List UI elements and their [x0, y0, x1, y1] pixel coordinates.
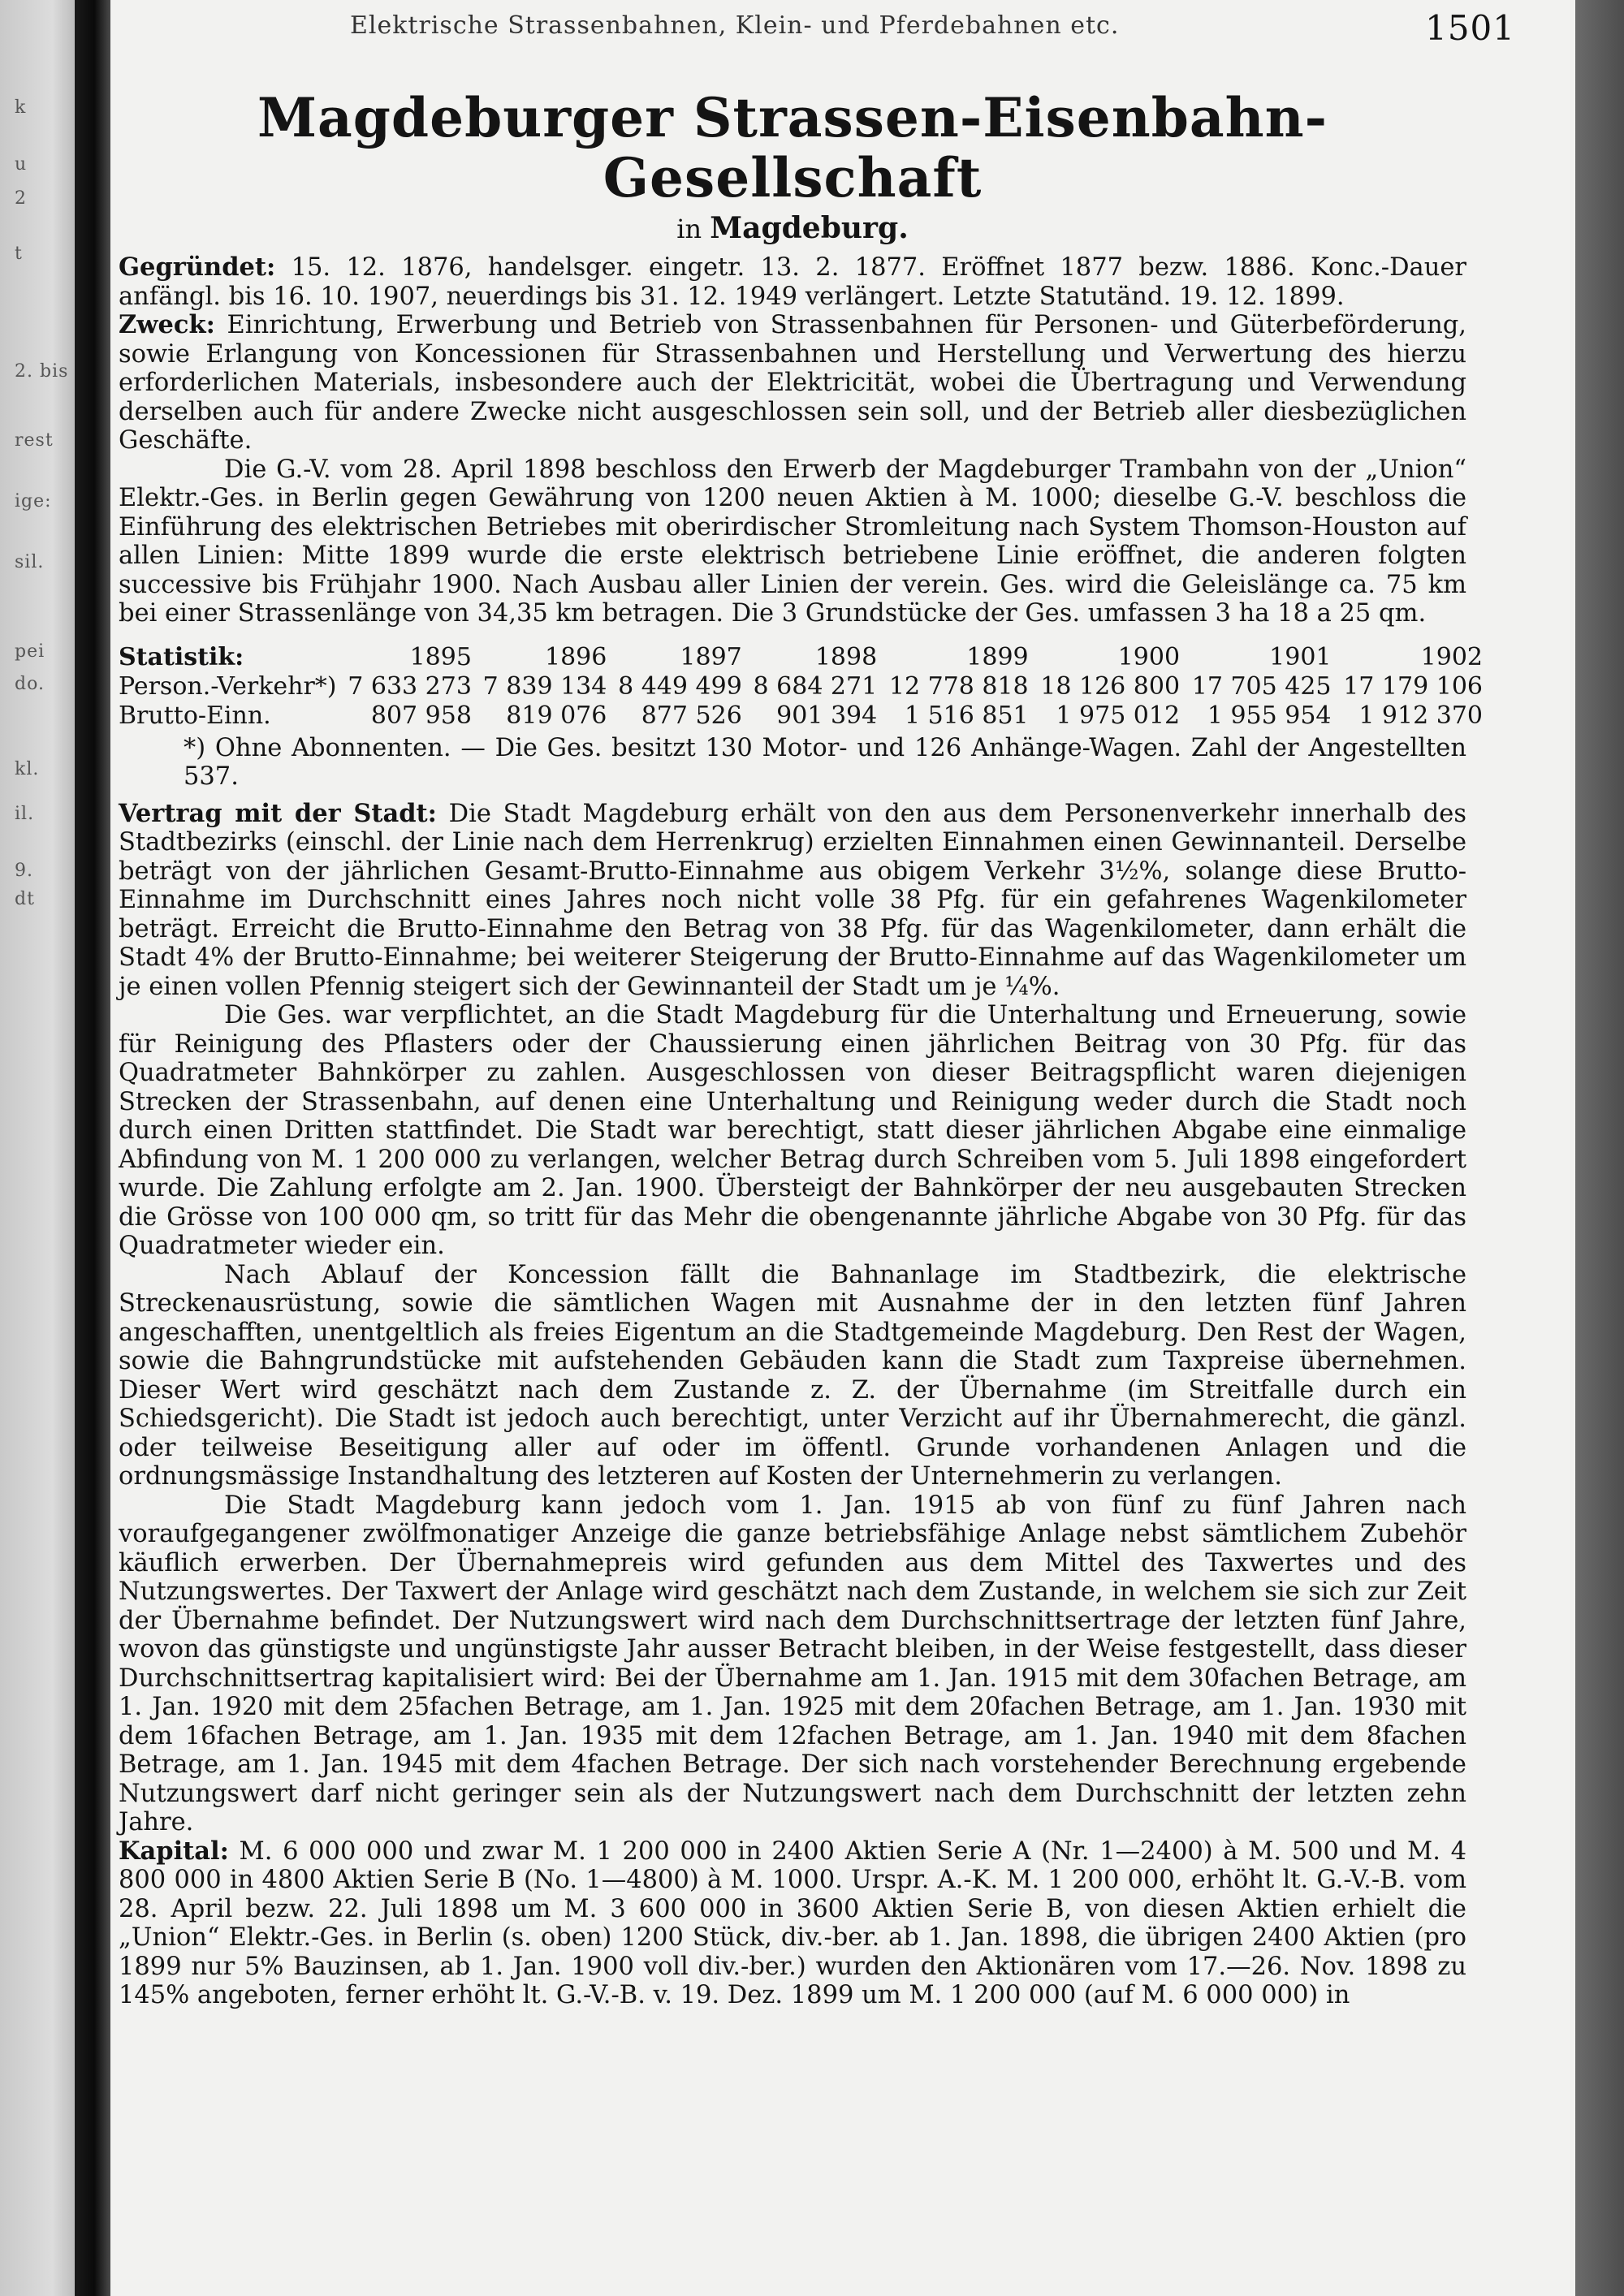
table-cell: 1 975 012 — [1056, 701, 1181, 730]
year-header: 1896 — [545, 642, 607, 671]
adjacent-page-fragment: ige: — [15, 491, 52, 511]
row-label: Person.-Verkehr*) — [119, 671, 337, 701]
adjacent-page-fragment: 2 — [15, 188, 27, 209]
table-cell: 7 839 134 — [482, 671, 607, 701]
book-binding-shadow — [75, 0, 110, 2296]
paragraph-erwerbsrecht: Die Stadt Magdeburg kann jedoch vom 1. Jan. 1915 ab von fünf zu fünf Jahren nach voraufgegangener zwölfmonatiger Anzeige die ganze betriebsfähige Anlage nebst sämtlichem Zubehör käuflich erwerben. Der Übernahmepreis wird gefunden aus dem Mittel des Taxwertes und des Nutzungswertes. Der Taxwert der Anlage wird geschätzt nach dem Zustande, in welchem sie sich zur Zeit der Übernahme befindet. Der Nutzungswert wird nach dem Durchschnittsertrage der letzten fünf Jahre, wovon das günstigste und ungünstigste Jahr ausser Betracht bleiben, in der Weise festgestellt, dass dieser Durchschnittsertrag kapitalisiert wird: Bei der Übernahme am 1. Jan. 1915 mit dem 30fachen Betrage, am 1. Jan. 1920 mit dem 25fachen Betrage, am 1. Jan. 1925 mit dem 20fachen Betrage, am 1. Jan. 1930 mit dem 16fachen Betrage, am 1. Jan. 1935 mit dem 12fachen Betrage, am 1. Jan. 1940 mit dem 8fachen Betrage, am 1. Jan. 1945 mit dem 4fachen Betrage. Der sich nach vorstehender Berechnung ergebende Nutzungswert darf nicht geringer sein als der Nutzungswert nach dem Durchschnitt der letzten zehn Jahre. — [119, 1491, 1466, 1836]
location-preposition: in — [676, 214, 702, 244]
page-content — [110, 0, 1515, 2010]
table-row — [119, 672, 1483, 701]
table-cell: 1 516 851 — [904, 701, 1029, 730]
running-head — [119, 0, 1515, 65]
book-page — [110, 0, 1575, 2296]
table-cell: 901 394 — [776, 701, 878, 730]
adjacent-page-fragment: 9. — [15, 861, 33, 881]
table-cell: 819 076 — [506, 701, 607, 730]
table-cell: 7 633 273 — [348, 671, 472, 701]
table-row — [119, 701, 1483, 731]
adjacent-page-fragment: do. — [15, 674, 45, 694]
adjacent-page-fragment: dt — [15, 889, 35, 909]
section-text: 15. 12. 1876, handelsger. eingetr. 13. 2. 1877. Eröffnet 1877 bezw. 1886. Konc.-Dauer anfängl. bis 16. 10. 1907, neuerdings bis 31. 12. 1949 verlängert. Letzte Statutänd. 19. 12. 1899. — [119, 253, 1466, 311]
adjacent-page-fragment: k — [15, 97, 27, 118]
adjacent-page-fragment: pei — [15, 641, 45, 662]
table-cell: 8 684 271 — [753, 671, 878, 701]
paragraph-erwerb-trambahn: Die G.-V. vom 28. April 1898 beschloss den Erwerb der Magdeburger Trambahn von der „Union“ Elektr.-Ges. in Berlin gegen Gewährung von 1200 neuen Aktien à M. 1000; dieselbe G.-V. beschloss die Einführung des elektrischen Betriebes mit oberirdischer Stromleitung nach System Thomson-Houston auf allen Linien: Mitte 1899 wurde die erste elektrisch betriebene Linie eröffnet, die anderen folgten successive bis Frühjahr 1900. Nach Ausbau aller Linien der verein. Ges. wird die Geleislänge ca. 75 km bei einer Strassenlänge von 34,35 km betragen. Die 3 Grundstücke der Ges. umfassen 3 ha 18 a 25 qm. — [119, 455, 1466, 628]
section-vertrag — [119, 800, 1466, 1002]
section-zweck — [119, 311, 1466, 455]
paragraph-konzessionsablauf: Nach Ablauf der Koncession fällt die Bahnanlage im Stadtbezirk, die elektrische Streckenausrüstung, sowie die sämtlichen Wagen mit Ausnahme der in den letzten fünf Jahren angeschafften, unentgeltlich als freies Eigentum an die Stadtgemeinde Magdeburg. Den Rest der Wagen, sowie die Bahngrundstücke mit aufstehenden Gebäuden kann die Stadt zum Taxpreise übernehmen. Dieser Wert wird geschätzt nach dem Zustande z. Z. der Übernahme (im Streitfalle durch ein Schiedsgericht). Die Stadt ist jedoch auch berechtigt, unter Verzicht auf ihr Übernahmerecht, die gänzl. oder teilweise Beseitigung aller auf oder im öffentl. Grunde vorhandenen Anlagen und die ordnungsmässige Instandhaltung des letzteren auf Kosten der Unternehmerin zu verlangen. — [119, 1260, 1466, 1491]
section-gegruendet — [119, 253, 1466, 311]
year-header: 1895 — [409, 642, 472, 671]
adjacent-page-fragment: kl. — [15, 759, 40, 779]
table-cell: 18 126 800 — [1040, 671, 1181, 701]
adjacent-page-fragment: il. — [15, 804, 35, 824]
table-cell: 17 705 425 — [1191, 671, 1332, 701]
table-cell: 12 778 818 — [888, 671, 1029, 701]
table-cell: 877 526 — [641, 701, 742, 730]
adjacent-page-fragment: rest — [15, 430, 54, 451]
section-text: Die Stadt Magdeburg erhält von den aus dem Personenverkehr innerhalb des Stadtbezirks (einschl. der Linie nach dem Herrenkrug) erzielten Einnahmen einen Gewinnanteil. Derselbe beträgt von der jährlichen Gesamt-Brutto-Einnahme aus obigem Verkehr 3½%, solange diese Brutto-Einnahme im Durchschnitt eines Jahres noch nicht volle 38 Pfg. für ein gefahrenes Wagenkilometer beträgt. Erreicht die Brutto-Einnahme den Betrag von 38 Pfg. für das Wagenkilometer, dann erhält die Stadt 4% der Brutto-Einnahme; bei weiterer Steigerung der Brutto-Einnahme auf das Wagenkilometer um je einen vollen Pfennig steigert sich der Gewinnanteil der Stadt um je ¼%. — [119, 799, 1466, 1001]
page-number: 1501 — [1425, 8, 1515, 48]
adjacent-page-edge — [0, 0, 75, 2296]
row-label: Brutto-Einn. — [119, 701, 271, 730]
section-text: Einrichtung, Erwerbung und Betrieb von Strassenbahnen für Personen- und Güterbeförderung, sowie Erlangung von Koncessionen für Strassenbahnen und Herstellung und Verwertung des hierzu erforderlichen Materials, insbesondere auch der Elektricität, wobei die Übertragung und Verwendung derselben auch für andere Zwecke nicht ausgeschlossen sein soll, und der Betrieb aller diesbezüglichen Geschäfte. — [119, 311, 1466, 455]
section-label: Gegründet: — [119, 252, 276, 282]
company-location — [119, 211, 1466, 245]
table-cell: 1 912 370 — [1358, 701, 1483, 730]
year-header: 1899 — [966, 642, 1029, 671]
table-cell: 807 958 — [370, 701, 472, 730]
company-title: Magdeburger Strassen-Eisenbahn-Gesellschaft — [257, 86, 1328, 209]
year-header: 1901 — [1269, 642, 1332, 671]
adjacent-page-fragment: sil. — [15, 552, 45, 572]
year-header: 1898 — [814, 642, 878, 671]
paragraph-pflasterbeitrag: Die Ges. war verpflichtet, an die Stadt Magdeburg für die Unterhaltung und Erneuerung, sowie für Reinigung des Pflasters oder der Chaussierung einen jährlichen Beitrag von 30 Pfg. für das Quadratmeter Bahnkörper zu zahlen. Ausgeschlossen von dieser Beitragspflicht waren diejenigen Strecken der Strassenbahn, auf denen eine Unterhaltung und Reinigung weder durch die Stadt noch durch einen Dritten stattfindet. Die Stadt war berechtigt, statt dieser jährlichen Abgabe eine einmalige Abfindung von M. 1 200 000 zu verlangen, welcher Betrag durch Schreiben vom 5. Juli 1898 eingefordert wurde. Die Zahlung erfolgte am 2. Jan. 1900. Übersteigt der Bahnkörper der neu ausgebauten Strecken die Grösse von 100 000 qm, so tritt für das Mehr die obengenannte jährliche Abgabe von 30 Pfg. für das Quadratmeter wieder ein. — [119, 1001, 1466, 1260]
statistik-header-row — [119, 643, 1483, 672]
section-kapital — [119, 1837, 1466, 2010]
table-cell: 17 179 106 — [1343, 671, 1483, 701]
adjacent-page-fragment: u — [15, 154, 28, 175]
year-header: 1897 — [680, 642, 742, 671]
running-head-title: Elektrische Strassenbahnen, Klein- und Pferdebahnen etc. — [350, 11, 1120, 40]
location-city: Magdeburg. — [710, 211, 909, 245]
adjacent-page-fragment: t — [15, 244, 23, 264]
adjacent-page-fragment: 2. bis — [15, 361, 69, 382]
table-cell: 1 955 954 — [1207, 701, 1332, 730]
section-label: Vertrag mit der Stadt: — [119, 798, 437, 828]
section-text: M. 6 000 000 und zwar M. 1 200 000 in 2400 Aktien Serie A (Nr. 1—2400) à M. 500 und M. 4 800 000 in 4800 Aktien Serie B (No. 1—4800) à M. 1000. Urspr. A.-K. M. 1 200 000, erhöht lt. G.-V.-B. vom 28. April bezw. 22. Juli 1898 um M. 3 600 000 in 3600 Aktien Serie B, von diesen Aktien erhielt die „Union“ Elektr.-Ges. in Berlin (s. oben) 1200 Stück, div.-ber. ab 1. Jan. 1898, die übrigen 2400 Aktien (pro 1899 nur 5% Bauzinsen, ab 1. Jan. 1900 voll div.-ber.) wurden den Aktionären vom 17.—26. Nov. 1898 zu 145% angeboten, ferner erhöht lt. G.-V.-B. v. 19. Dez. 1899 um M. 1 200 000 (auf M. 6 000 000) in — [119, 1836, 1467, 2009]
year-header: 1902 — [1420, 642, 1483, 671]
section-label: Zweck: — [119, 310, 215, 339]
statistik-table — [119, 643, 1483, 731]
section-label: Statistik: — [119, 642, 244, 671]
scan-right-edge — [1575, 0, 1624, 2296]
statistik-footnote: *) Ohne Abonnenten. — Die Ges. besitzt 130 Motor- und 126 Anhänge-Wagen. Zahl der Angestellten 537. — [184, 733, 1466, 791]
table-cell: 8 449 499 — [618, 671, 742, 701]
section-label: Kapital: — [119, 1836, 229, 1866]
year-header: 1900 — [1117, 642, 1181, 671]
